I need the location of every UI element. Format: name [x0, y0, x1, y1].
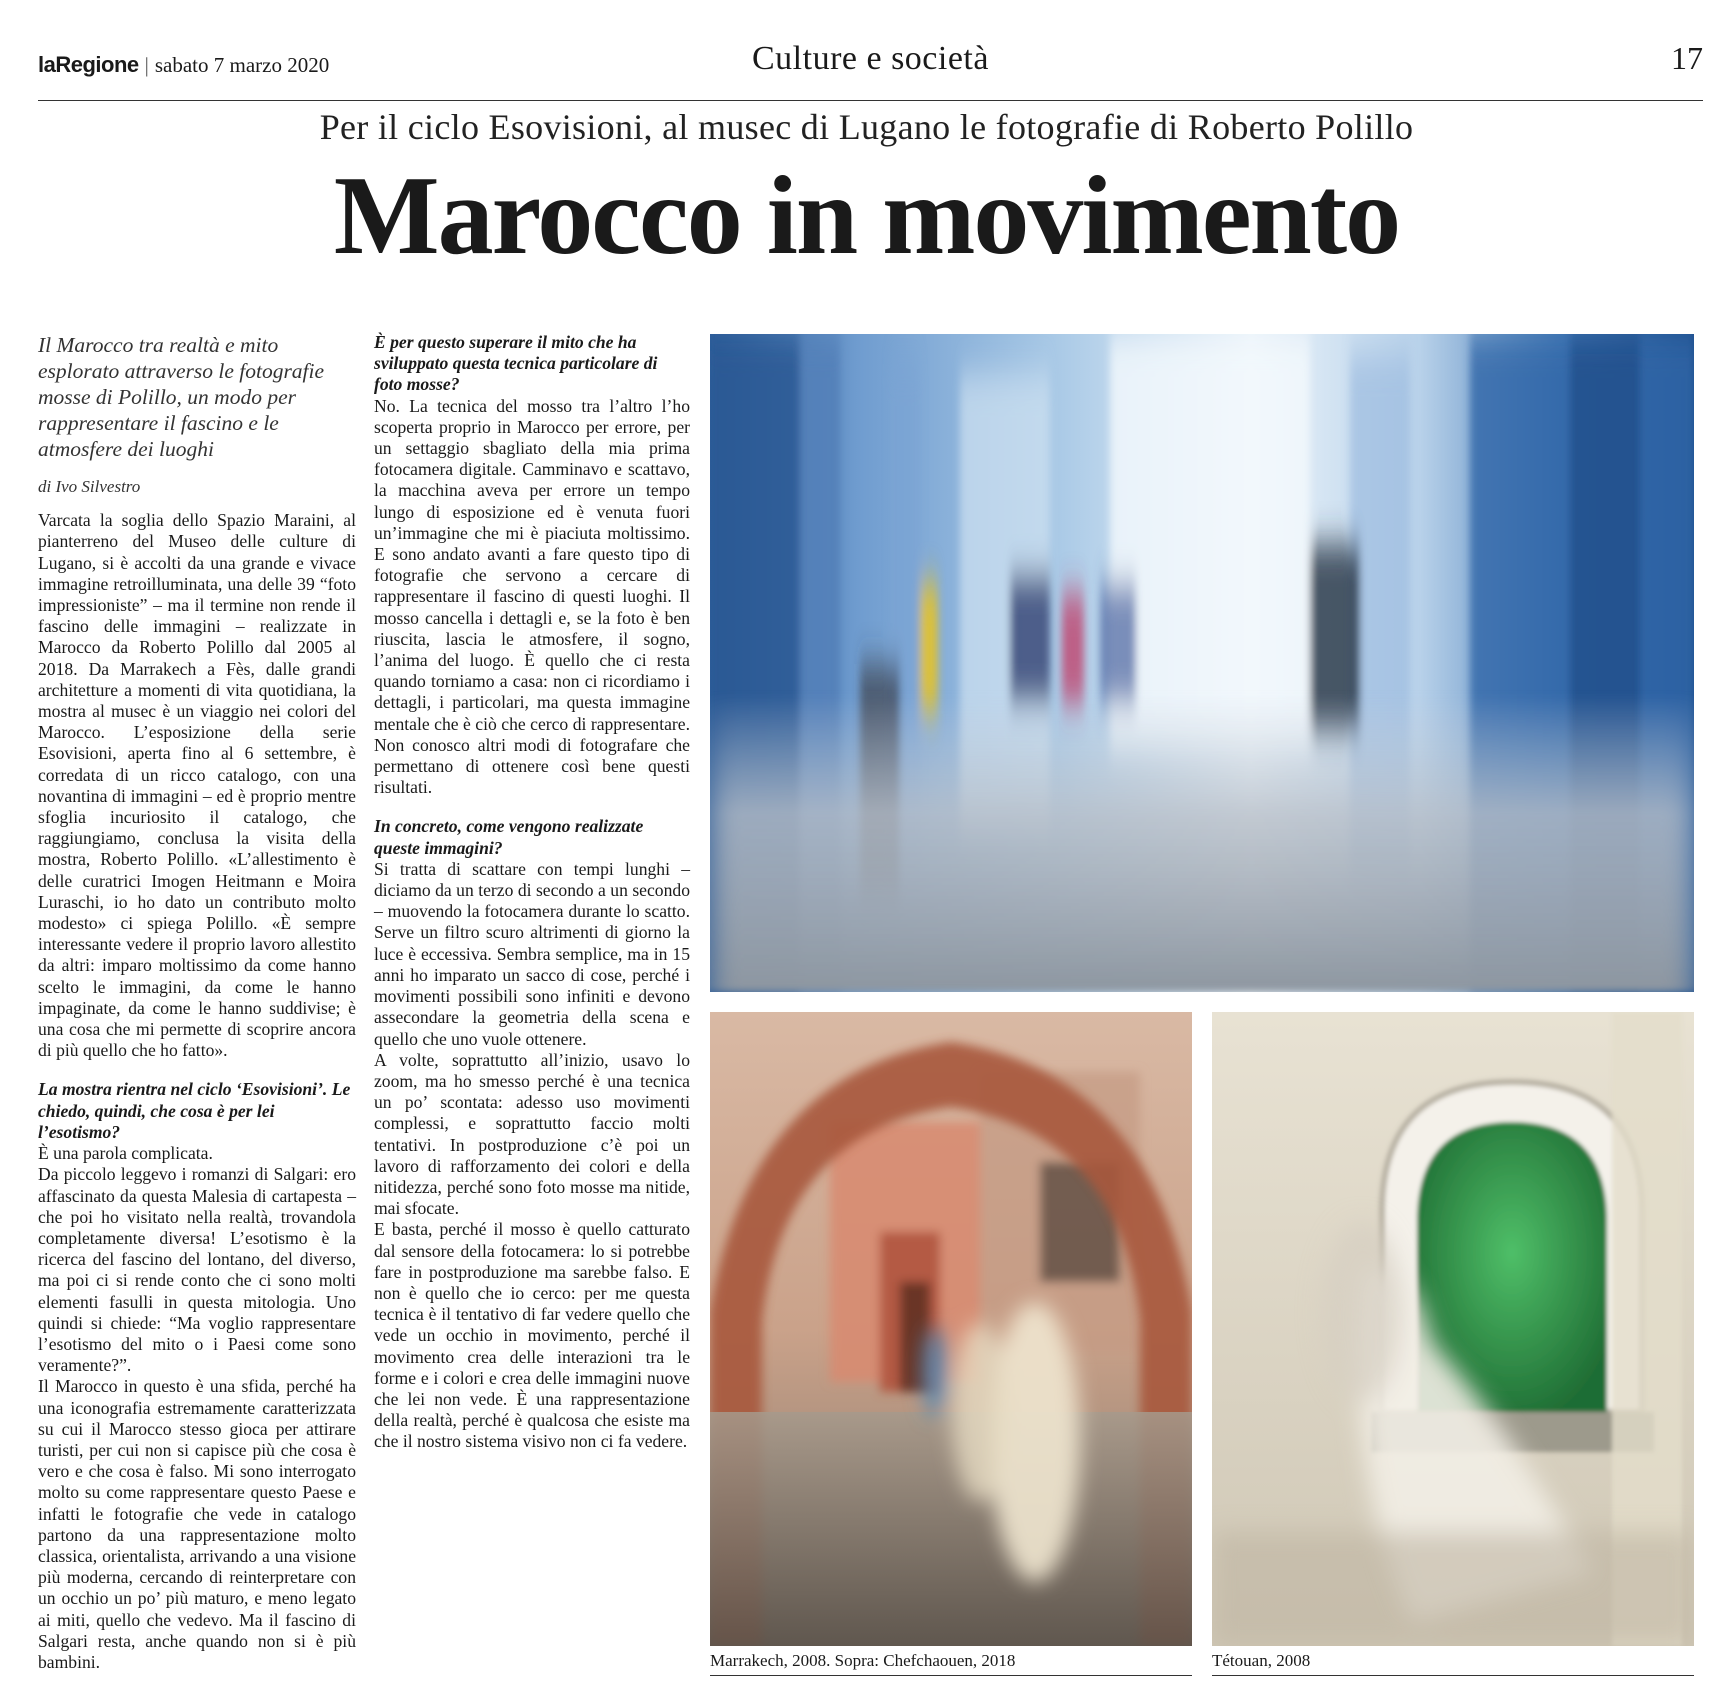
article-paragraph: E basta, perché il mosso è quello catturato dal sensore della fotocamera: lo si potrebbe fare in postproduzione ma sarebbe falso. E non è quello che io cerco: per me questa tecnica è il tentativo di far vedere quello che vede un occhio in movimento, perché il movimento crea delle interazioni tra le forme e i colori e crea delle immagini nuove che lei non vede. È una rappresentazione della realtà, perché è qualcosa che esiste ma che il nostro sistema visivo non ci fa vedere.: [374, 1219, 690, 1452]
photo-tetouan-image: [1212, 1012, 1694, 1646]
article-paragraph: A volte, soprattutto all’inizio, usavo lo zoom, ma ho smesso perché è una tecnica un po’ scontata: adesso uso movimenti complessi, e soprattutto faccio molti tentativi. In postproduzione c’è poi un lavoro di rafforzamento dei colori e della nitidezza, perché sono foto mosse ma nitide, mai sfocate.: [374, 1049, 690, 1219]
photo-caption-marrakech: Marrakech, 2008. Sopra: Chefchaouen, 2018: [710, 1651, 1192, 1676]
article-kicker: Per il ciclo Esovisioni, al musec di Lugano le fotografie di Roberto Polillo: [319, 107, 1414, 147]
page-header: [38, 36, 1703, 101]
article-paragraph: Si tratta di scattare con tempi lunghi – diciamo da un terzo di secondo a un secondo – muovendo la fotocamera durante lo scatto. Serve un filtro scuro altrimenti di giorno la luce è eccessiva. Sembra semplice, ma in 15 anni ho imparato un sacco di cose, perché i movimenti possibili sono infiniti e devono assecondare la geometria della scena e quello che uno vuole ottenere.: [374, 858, 690, 1049]
issue-date: sabato 7 marzo 2020: [154, 53, 330, 77]
article-paragraph: Varcata la soglia dello Spazio Maraini, al pianterreno del Museo delle culture di Lugano, si è accolti da una grande e vivace immagine retroilluminata, una delle 39 “foto impressioniste” – ma il termine non rende il fascino delle immagini – realizzate in Marocco da Roberto Polillo dal 2005 al 2018. Da Marrakech a Fès, dalle grandi architetture a momenti di vita quotidiana, la mostra al musec è un viaggio nei colori del Marocco. L’esposizione della serie Esovisioni, aperta fino al 6 settembre, è corredata di un ricco catalogo, con una novantina di immagini – ed è proprio mentre sfoglia incuriosito il catalogo, che raggiungiamo, conclusa la visita della mostra, Roberto Polillo. «L’allestimento è delle curatrici Imogen Heitmann e Moira Luraschi, io ho dato un contributo molto modesto» ci spiega Polillo. «È sempre interessante vedere il proprio lavoro allestito da altri: imparo moltissimo da come hanno scelto le immagini, da come le hanno impaginate, da come le hanno suddivise; è una cosa che mi permette di scoprire ancora di più quello che ho fatto».: [38, 510, 356, 1061]
article-paragraph: No. La tecnica del mosso tra l’altro l’ho scoperta proprio in Marocco per errore, per un settaggio sbagliato della mia prima fotocamera digitale. Camminavo e scattavo, la macchina aveva per errore un tempo lungo di esposizione ed è venuta fuori un’immagine che mi è piaciuta moltissimo. E sono andato avanti a fare questo tipo di fotografie che servono a cercare di rappresentare il fascino di questi luoghi. Il mosso cancella i dettagli e, se la foto è ben riuscita, lascia le atmosfere, il sogno, l’anima del luogo. È quello che ci resta quando torniamo a casa: non ci ricordiamo i dettagli, i particolari, ma questa immagine mentale che è ciò che cerco di rappresentare. Non conosco altri modi di fotografare che permettano di ottenere così bene questi risultati.: [374, 395, 690, 798]
photo-marrakech-image: [710, 1012, 1192, 1646]
masthead-separator: |: [144, 53, 149, 77]
photo-chefchaouen: [710, 334, 1694, 992]
interview-question: La mostra rientra nel ciclo ‘Esovisioni’. Le chiedo, quindi, che cosa è per lei l’esotismo?: [38, 1079, 351, 1142]
text-column-2: [374, 332, 690, 1453]
article-paragraph: Il Marocco in questo è una sfida, perché ha una iconografia estremamente caratterizzata su cui il Marocco stesso gioca per attirare turisti, per cui non si capisce più che cosa è vero e che cosa è falso. Mi sono interrogato molto su come rappresentare questo Paese e infatti le fotografie che vede in catalogo partono da una rappresentazione molto classica, orientalista, arrivando a una visione più moderna, cercando di reinterpretare con un occhio un po’ più maturo, e meno legato ai miti, quello che vedevo. Ma il fascino di Salgari resta, anche quando non si è più bambini.: [38, 1376, 356, 1672]
article-paragraph: È una parola complicata.: [38, 1143, 213, 1164]
article-headline: Marocco in movimento: [333, 154, 1400, 278]
article-paragraph: Da piccolo leggevo i romanzi di Salgari: ero affascinato da questa Malesia di cartapesta – che poi ho visitato nella realtà, trovandola completamente diversa! L’esotismo è la ricerca del fascino del lontano, del diverso, ma poi ci si rende conto che ci sono molti elementi fasulli in questa mitologia. Uno quindi si chiede: “Ma voglio rappresentare l’esotismo del mito o i Paesi come sono veramente?”.: [38, 1164, 356, 1376]
page-number: 17: [1671, 40, 1703, 76]
interview-question: In concreto, come vengono realizzate queste immagini?: [374, 816, 644, 858]
text-column-1: [38, 332, 356, 1673]
article-summary: Il Marocco tra realtà e mito esplorato attraverso le fotografie mosse di Polillo, un modo per rappresentare il fascino e le atmosfere dei luoghi: [38, 333, 325, 461]
interview-question: È per questo superare il mito che ha sviluppato questa tecnica particolare di foto mosse?: [374, 332, 658, 395]
photo-marrakech: [710, 1012, 1192, 1646]
photo-caption-tetouan: Tétouan, 2008: [1212, 1651, 1694, 1676]
photo-tetouan: [1212, 1012, 1694, 1646]
newspaper-logo[interactable]: laRegione: [38, 52, 139, 77]
article-byline: di Ivo Silvestro: [38, 477, 141, 496]
section-title: Culture e società: [752, 40, 989, 77]
photo-chefchaouen-image: [710, 334, 1694, 992]
